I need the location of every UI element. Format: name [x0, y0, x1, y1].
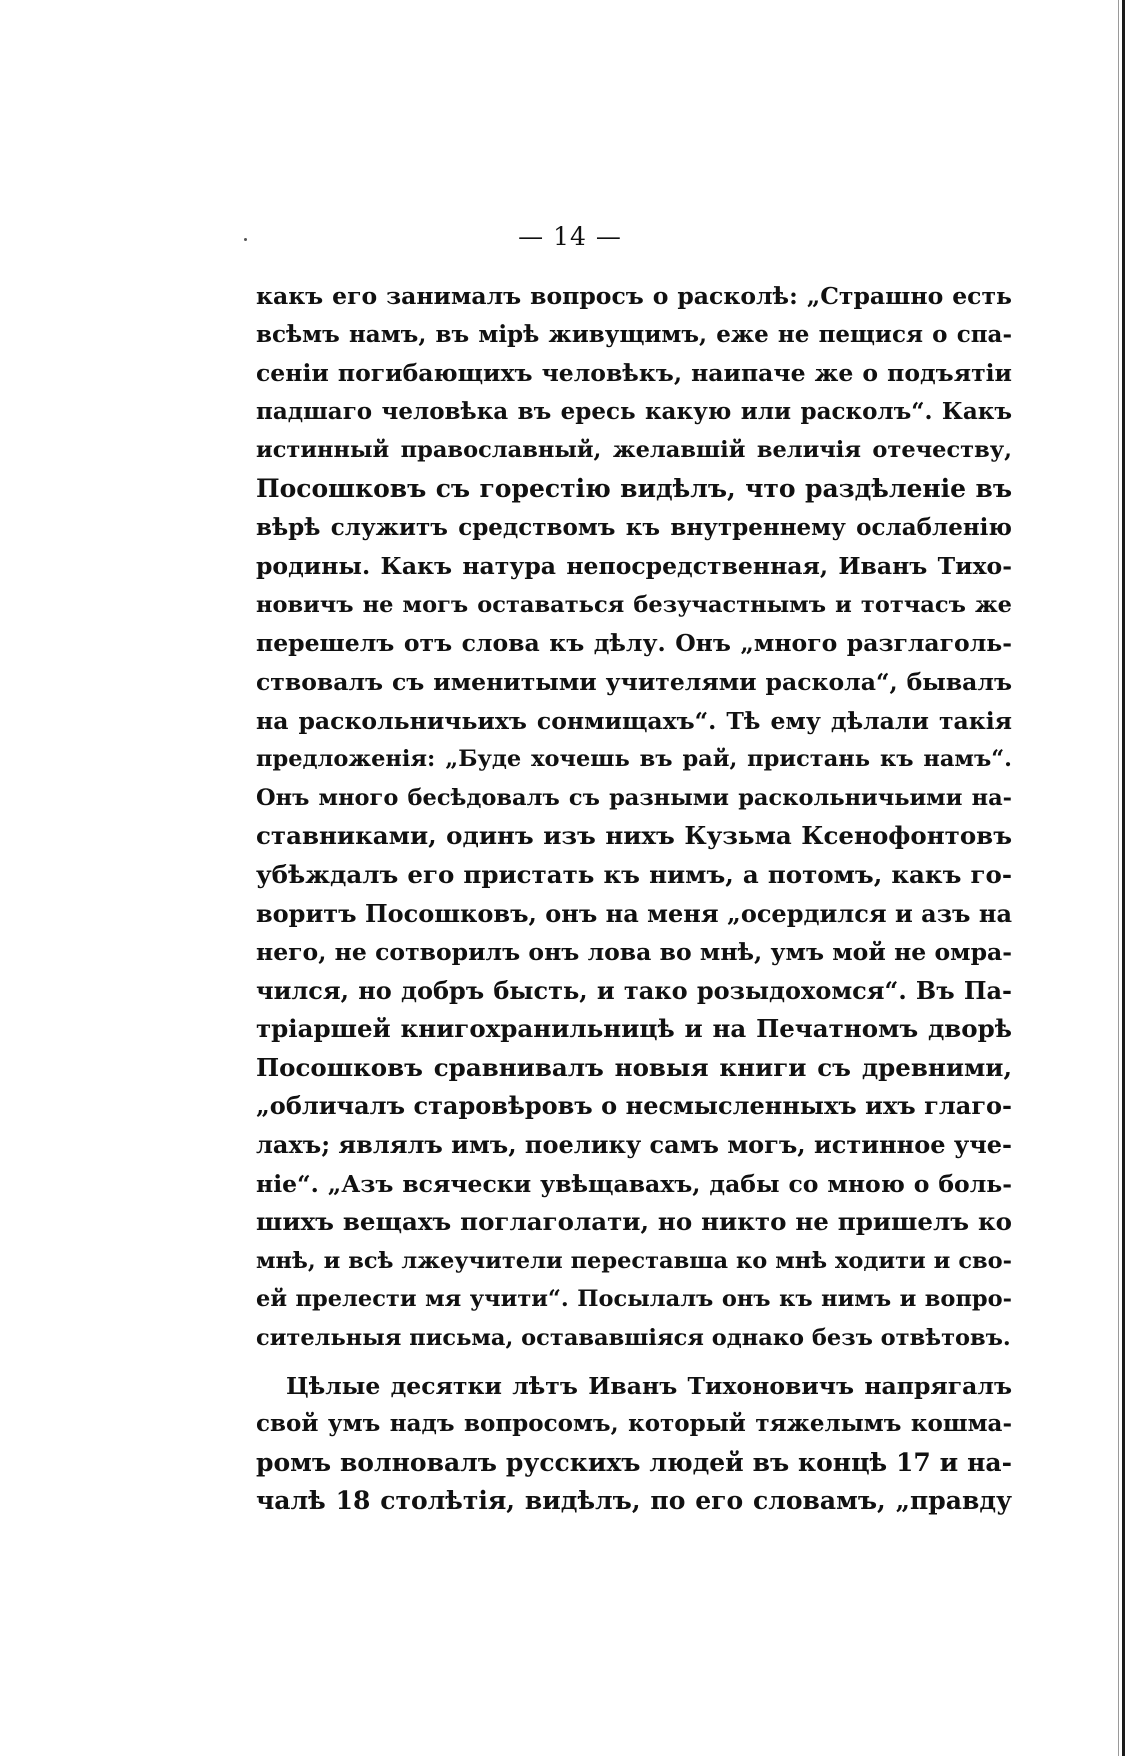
text-line: падшаго человѣка въ ересь какую или расколъ“. Какъ — [256, 397, 1012, 425]
text-line: перешелъ отъ слова къ дѣлу. Онъ „много разглаголь- — [256, 629, 1012, 658]
text-line: всѣмъ намъ, въ мірѣ живущимъ, еже не пещися о спа- — [256, 320, 1012, 348]
paragraph-end-line: сительныя письма, остававшіяся однако безъ отвѣтовъ. — [256, 1325, 1011, 1352]
text-line: вѣрѣ служитъ средствомъ къ внутреннему ослабленію — [256, 513, 1012, 541]
text-line: мнѣ, и всѣ лжеучители переставша ко мнѣ ходити и сво- — [256, 1247, 1012, 1274]
text-line: него, не сотворилъ онъ лова во мнѣ, умъ мой не омра- — [256, 938, 1012, 967]
text-line: убѣждалъ его пристать къ нимъ, а потомъ, какъ го- — [256, 859, 1012, 889]
text-line: лахъ; являлъ имъ, поелику самъ могъ, истинное уче- — [256, 1130, 1013, 1160]
text-line: ей прелести мя учити“. Посылалъ онъ къ нимъ и вопро- — [256, 1286, 1012, 1313]
text-line: ствовалъ съ именитыми учителями раскола“, бывалъ — [256, 667, 1012, 696]
text-line: какъ его занималъ вопросъ о расколѣ: „Страшно есть — [256, 282, 1012, 310]
text-line: шихъ вещахъ поглаголати, но никто не пришелъ ко — [256, 1207, 1012, 1237]
text-line: Онъ много бесѣдовалъ съ разными раскольничьими на- — [256, 784, 1012, 811]
text-line: ромъ волновалъ русскихъ людей въ концѣ 17 и на- — [256, 1447, 1012, 1477]
text-line: на раскольничьихъ сонмищахъ“. Тѣ ему дѣлали такія — [256, 706, 1012, 735]
text-line: чился, но добръ бысть, и тако розыдохомся“. Въ Па- — [256, 975, 1012, 1005]
ink-speck — [244, 238, 247, 241]
text-line: истинный православный, желавшій величія отечеству, — [256, 437, 1012, 464]
text-line: новичъ не могъ оставаться безучастнымъ и тотчасъ же — [256, 591, 1012, 618]
text-line: свой умъ надъ вопросомъ, который тяжелымъ кошма- — [256, 1410, 1012, 1438]
text-line: чалѣ 18 столѣтія, видѣлъ, по его словамъ, „правду — [256, 1486, 1012, 1516]
page-number: — 14 — — [518, 222, 622, 251]
text-line: „обличалъ старовѣровъ о несмысленныхъ ихъ глаго- — [256, 1091, 1012, 1121]
page-edge-rule — [1122, 0, 1125, 1756]
text-line: Посошковъ сравнивалъ новыя книги съ древними, — [256, 1052, 1012, 1082]
page-edge-shadow — [1118, 0, 1119, 1756]
text-line: предложенія: „Буде хочешь въ рай, пристань къ намъ“. — [256, 746, 1012, 773]
text-line: тріаршей книгохранильницѣ и на Печатномъ дворѣ — [256, 1014, 1012, 1044]
body-text — [256, 277, 1012, 1521]
text-line: воритъ Посошковъ, онъ на меня „осердился и азъ на — [256, 898, 1012, 928]
text-line: ставниками, одинъ изъ нихъ Кузьма Ксенофонтовъ — [256, 821, 1012, 851]
text-line: ніе“. „Азъ всячески увѣщавахъ, дабы со мною о боль- — [256, 1169, 1012, 1198]
text-line: сеніи погибающихъ человѣкъ, наипаче же о подъятіи — [256, 359, 1012, 388]
text-line: родины. Какъ натура непосредственная, Иванъ Тихо- — [256, 552, 1012, 581]
text-line: Посошковъ съ горестію видѣлъ, что раздѣленіе въ — [256, 473, 1012, 503]
paragraph-start-line: Цѣлые десятки лѣтъ Иванъ Тихоновичъ напрягалъ — [286, 1371, 1012, 1400]
